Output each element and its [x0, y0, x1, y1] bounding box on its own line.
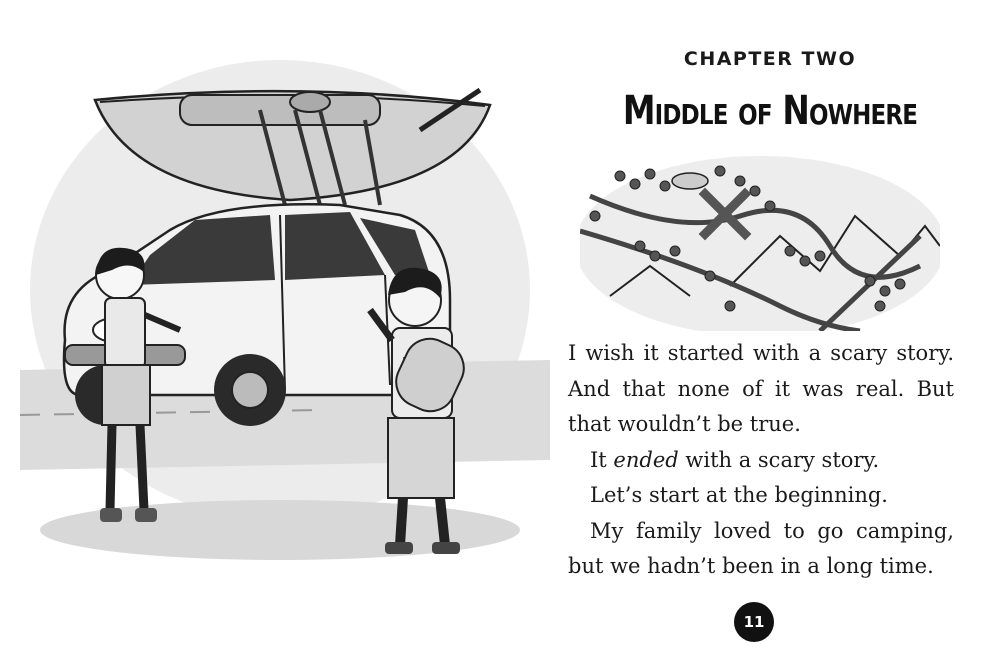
chapter-label: CHAPTER TWO [683, 48, 857, 70]
chapter-body [568, 336, 954, 585]
page-number: 11 [734, 602, 774, 642]
map-illustration [580, 156, 940, 331]
paragraph-3: Let’s start at the beginning. [590, 483, 888, 507]
paragraph-1: I wish it started with a scary story. And that none of it was real. But that wouldn’t be true. [568, 341, 954, 436]
text-page [560, 0, 980, 665]
chapter-title: Middle of Nowhere [622, 88, 918, 134]
paragraph-2: It ended with a scary story. [590, 447, 880, 472]
car-family-illustration [20, 40, 550, 600]
paragraph-4: My family loved to go camping, but we hadn’t been in a long time. [568, 518, 954, 578]
emphasis-ended: ended [613, 447, 679, 472]
